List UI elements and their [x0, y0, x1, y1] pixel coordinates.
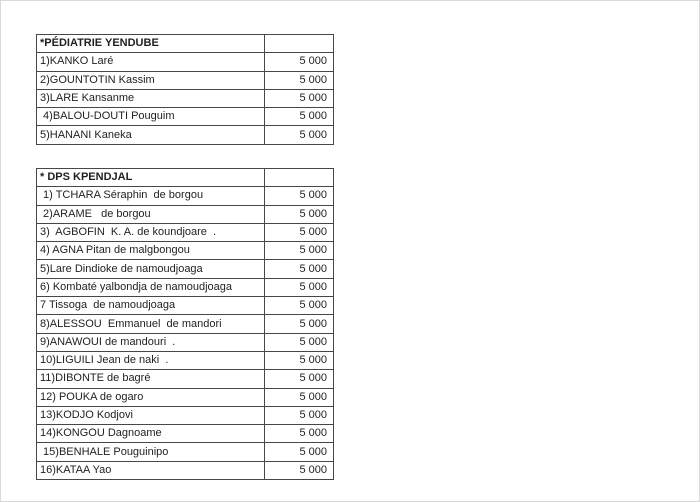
- table-row: [37, 71, 334, 89]
- person-name: 5)HANANI Kaneka: [37, 126, 265, 144]
- pediatrie-yendube-table: [36, 34, 334, 145]
- table-row: [37, 370, 334, 388]
- person-name: 1) TCHARA Séraphin de borgou: [37, 187, 265, 205]
- amount-value: 5 000: [265, 108, 334, 126]
- person-name: 12) POUKA de ogaro: [37, 388, 265, 406]
- person-name: 11)DIBONTE de bagré: [37, 370, 265, 388]
- person-name: 7 Tissoga de namoudjoaga: [37, 297, 265, 315]
- table-title-empty-cell: [265, 169, 334, 187]
- person-name: 1)KANKO Laré: [37, 53, 265, 71]
- person-name: 3)LARE Kansanme: [37, 89, 265, 107]
- table-row: [37, 315, 334, 333]
- table-row: [37, 53, 334, 71]
- person-name: 4)BALOU-DOUTI Pouguim: [37, 108, 265, 126]
- person-name: 13)KODJO Kodjovi: [37, 406, 265, 424]
- table-row: [37, 260, 334, 278]
- table-row: [37, 223, 334, 241]
- table-row: [37, 351, 334, 369]
- person-name: 8)ALESSOU Emmanuel de mandori: [37, 315, 265, 333]
- amount-value: 5 000: [265, 370, 334, 388]
- amount-value: 5 000: [265, 315, 334, 333]
- amount-value: 5 000: [265, 242, 334, 260]
- dps-kpendjal-table: [36, 168, 334, 480]
- table-row: [37, 425, 334, 443]
- amount-value: 5 000: [265, 388, 334, 406]
- amount-value: 5 000: [265, 443, 334, 461]
- amount-value: 5 000: [265, 187, 334, 205]
- amount-value: 5 000: [265, 53, 334, 71]
- amount-value: 5 000: [265, 333, 334, 351]
- person-name: 10)LIGUILI Jean de naki .: [37, 351, 265, 369]
- person-name: 16)KATAA Yao: [37, 461, 265, 479]
- amount-value: 5 000: [265, 278, 334, 296]
- person-name: 5)Lare Dindioke de namoudjoaga: [37, 260, 265, 278]
- table-row: [37, 333, 334, 351]
- table-row: [37, 108, 334, 126]
- table-row: [37, 388, 334, 406]
- table-row: [37, 443, 334, 461]
- person-name: 15)BENHALE Pouguinipo: [37, 443, 265, 461]
- amount-value: 5 000: [265, 425, 334, 443]
- amount-value: 5 000: [265, 461, 334, 479]
- table-row: [37, 126, 334, 144]
- person-name: 9)ANAWOUI de mandouri .: [37, 333, 265, 351]
- person-name: 6) Kombaté yalbondja de namoudjoaga: [37, 278, 265, 296]
- amount-value: 5 000: [265, 260, 334, 278]
- amount-value: 5 000: [265, 205, 334, 223]
- table-title-empty-cell: [265, 35, 334, 53]
- amount-value: 5 000: [265, 89, 334, 107]
- amount-value: 5 000: [265, 71, 334, 89]
- table-row: [37, 406, 334, 424]
- table-row: [37, 242, 334, 260]
- table-row: [37, 89, 334, 107]
- amount-value: 5 000: [265, 297, 334, 315]
- table-title: *PÉDIATRIE YENDUBE: [37, 35, 265, 53]
- person-name: 4) AGNA Pitan de malgbongou: [37, 242, 265, 260]
- person-name: 2)GOUNTOTIN Kassim: [37, 71, 265, 89]
- person-name: 14)KONGOU Dagnoame: [37, 425, 265, 443]
- table-header-row: [37, 169, 334, 187]
- amount-value: 5 000: [265, 126, 334, 144]
- table-row: [37, 278, 334, 296]
- table-title: * DPS KPENDJAL: [37, 169, 265, 187]
- person-name: 2)ARAME de borgou: [37, 205, 265, 223]
- amount-value: 5 000: [265, 223, 334, 241]
- table-row: [37, 297, 334, 315]
- table-header-row: [37, 35, 334, 53]
- table-row: [37, 187, 334, 205]
- person-name: 3) AGBOFIN K. A. de koundjoare .: [37, 223, 265, 241]
- table-row: [37, 461, 334, 479]
- amount-value: 5 000: [265, 351, 334, 369]
- table-row: [37, 205, 334, 223]
- amount-value: 5 000: [265, 406, 334, 424]
